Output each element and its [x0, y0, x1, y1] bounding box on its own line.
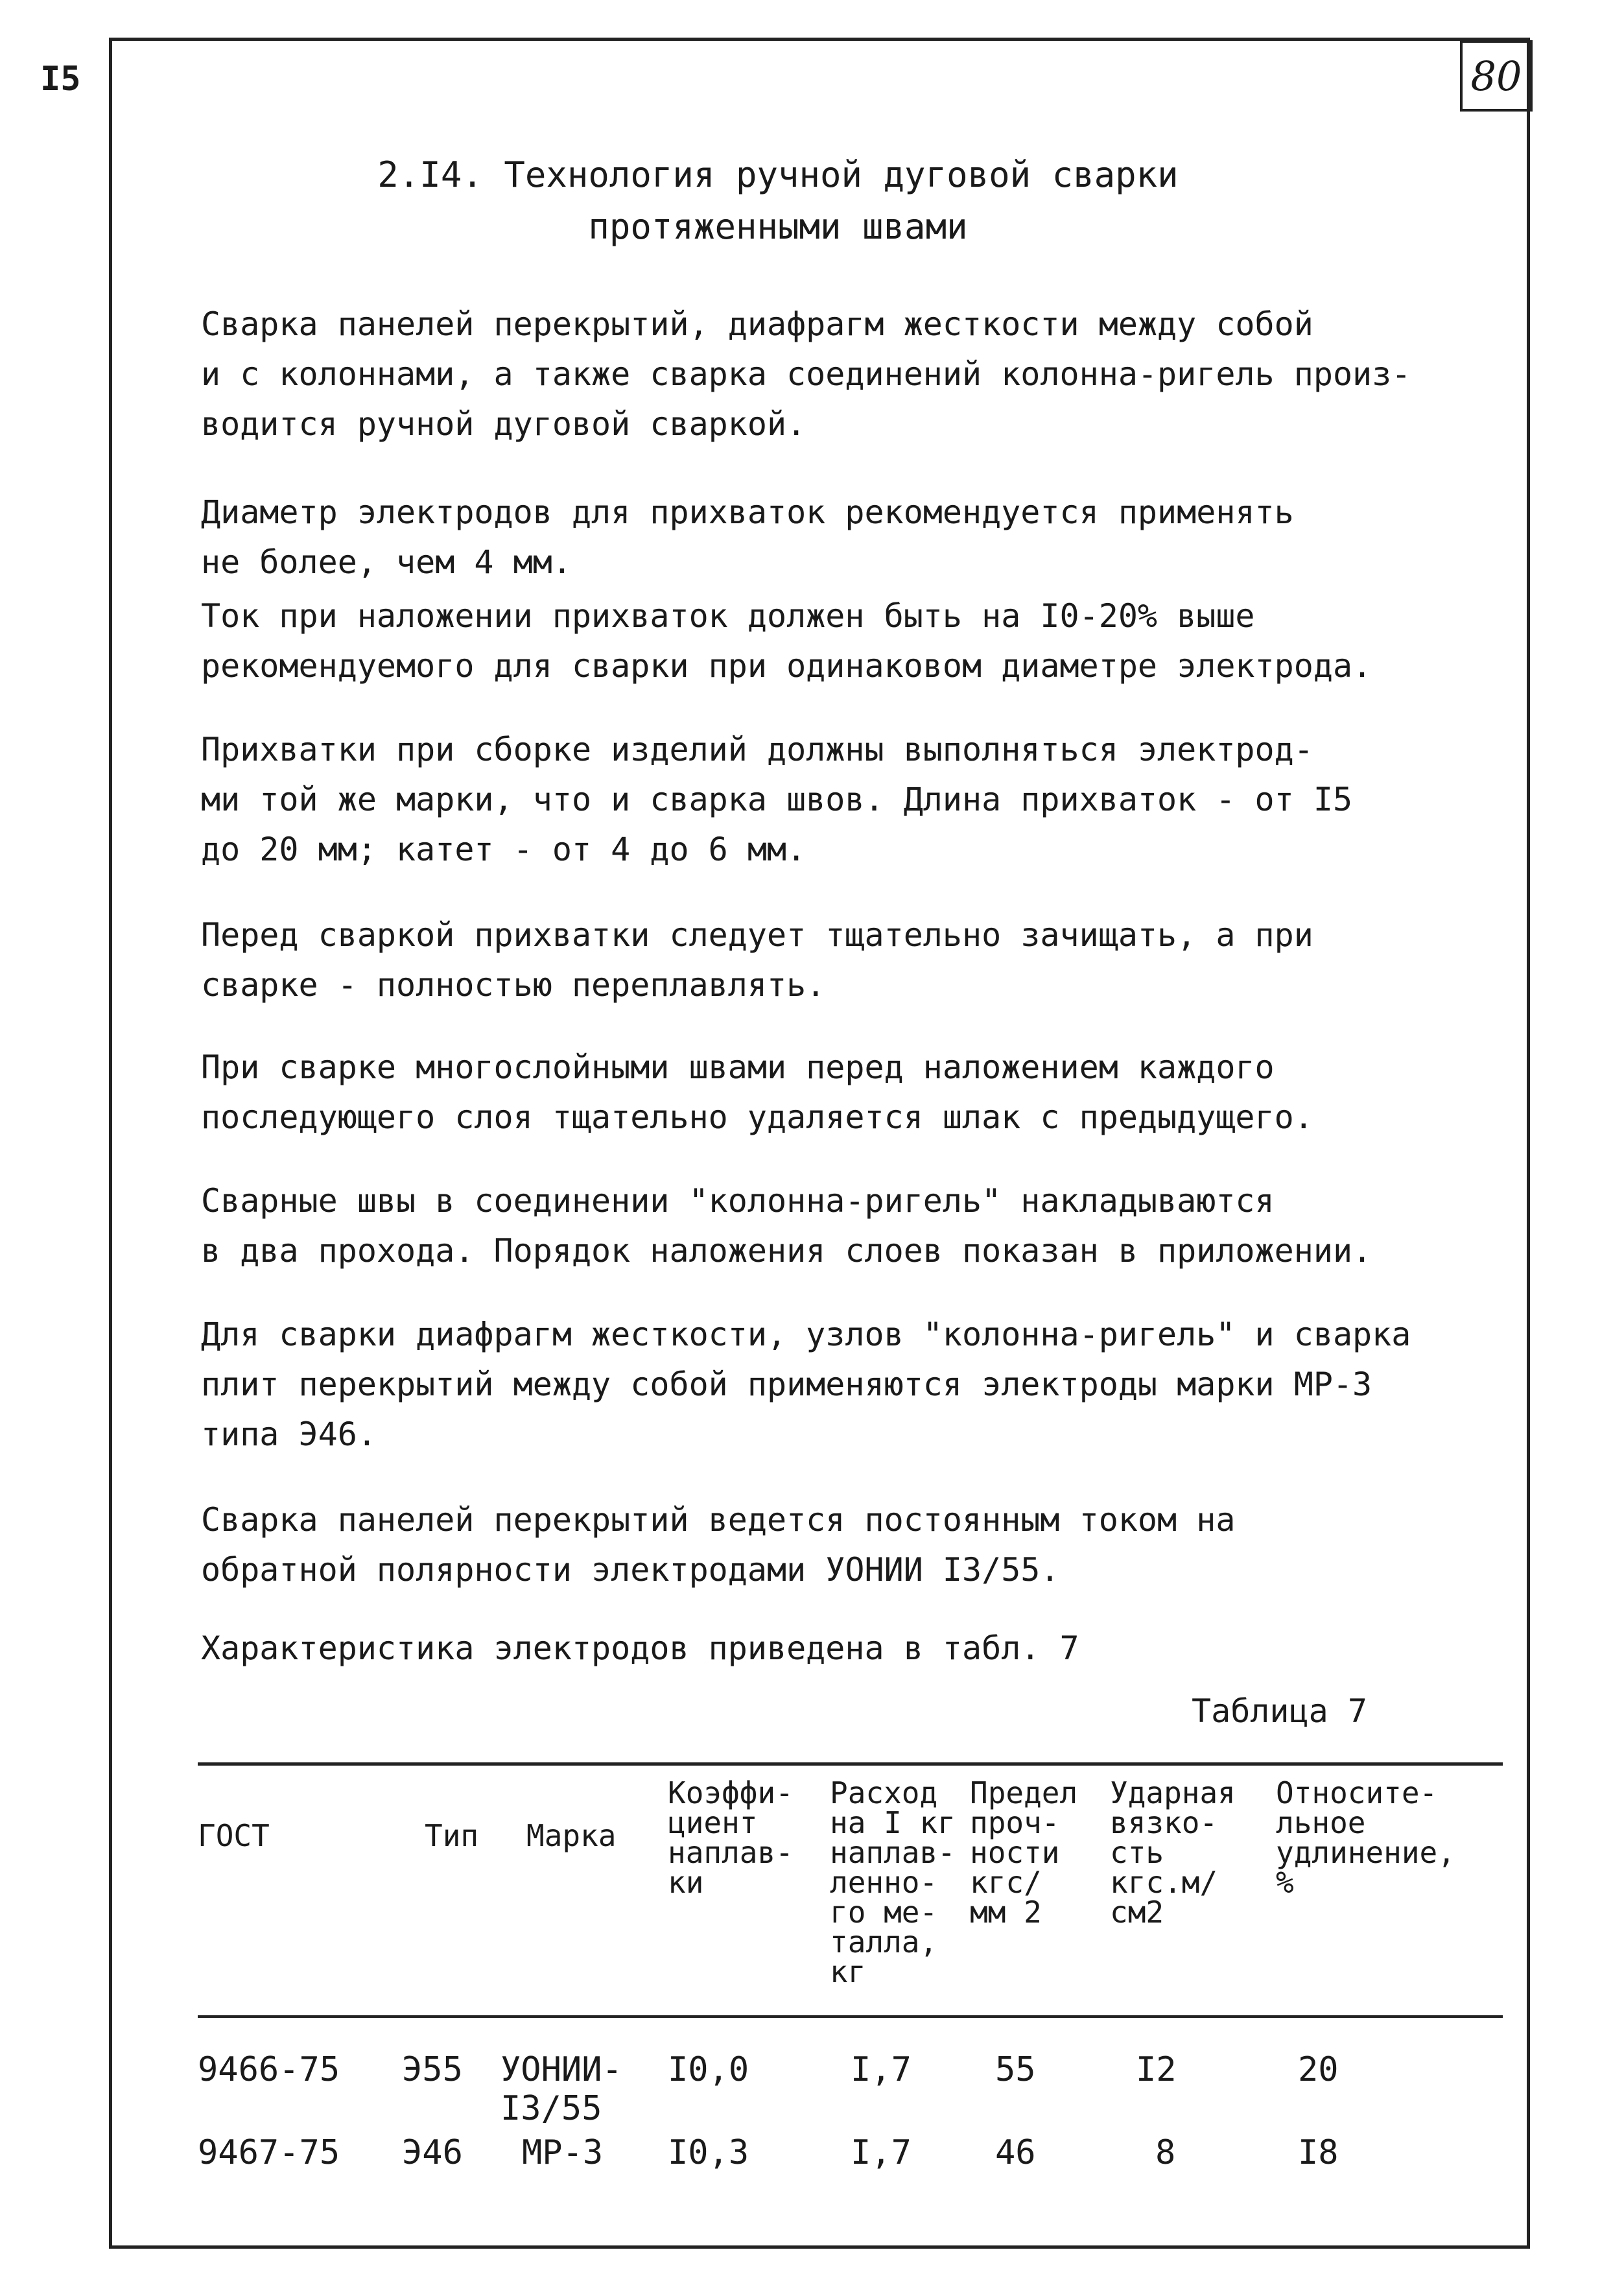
table-cell: УОНИИ- I3/55	[500, 2050, 622, 2128]
table-cell: I0,3	[668, 2133, 749, 2172]
table-cell: 9467-75	[198, 2133, 340, 2172]
table-header-tensile-strength: Предел проч- ности кгс/ мм 2	[970, 1775, 1078, 1930]
paragraph-electrode-diameter: Диаметр электродов для прихваток рекомендуется применять не более, чем 4 мм.	[201, 493, 1294, 581]
margin-page-number: I5	[40, 60, 81, 99]
paragraph-tack-cleaning: Перед сваркой прихватки следует тщательно зачищать, а при сварке - полностью переплавлять.	[201, 916, 1313, 1004]
table-cell: 8	[1155, 2133, 1176, 2172]
table-header-grade: Марка	[526, 1818, 617, 1853]
paragraph-electrode-grade: Для сварки диафрагм жесткости, узлов "колонна-ригель" и сварка плит перекрытий между собой применяются электроды марки МР-3 типа Э46.	[201, 1316, 1411, 1453]
table-cell: 20	[1298, 2050, 1339, 2089]
section-title: 2.I4. Технология ручной дуговой сварки	[377, 154, 1179, 195]
paragraph-table-reference: Характеристика электродов приведена в табл. 7	[201, 1629, 1079, 1667]
paragraph-dc-polarity: Сварка панелей перекрытий ведется постоянным током на обратной полярности электродами УОНИИ I3/55.	[201, 1501, 1236, 1589]
table-cell: 55	[995, 2050, 1036, 2089]
table-header-elongation: Относите- льное удлинение, %	[1276, 1775, 1455, 1900]
table-cell: I8	[1298, 2133, 1339, 2172]
table-header-type: Тип	[425, 1818, 479, 1853]
table-cell: МР-3	[522, 2133, 604, 2172]
table-cell: Э55	[402, 2050, 463, 2089]
table-header-deposition-coefficient: Коэффи- циент наплав- ки	[668, 1775, 794, 1900]
paragraph-two-passes: Сварные швы в соединении "колонна-ригель" накладываются в два прохода. Порядок наложения слоев показан в приложении.	[201, 1182, 1372, 1270]
table-cell: Э46	[402, 2133, 463, 2172]
table-header-consumption: Расход на I кг наплав- ленно- го ме- талла, кг	[830, 1775, 956, 1989]
table-cell: 46	[995, 2133, 1036, 2172]
table-cell: I,7	[851, 2133, 912, 2172]
table-caption: Таблица 7	[1192, 1692, 1367, 1730]
paragraph-tack-assembly: Прихватки при сборке изделий должны выполняться электрод- ми той же марки, что и сварка швов. Длина прихваток - от I5 до 20 мм; катет - от 4 до 6 мм.	[201, 731, 1353, 868]
table-top-rule	[198, 1762, 1503, 1766]
paragraph-tack-current: Ток при наложении прихваток должен быть на I0-20% выше рекомендуемого для сварки при одинаковом диаметре электрода.	[201, 597, 1372, 685]
paragraph-multilayer: При сварке многослойными швами перед наложением каждого последующего слоя тщательно удаляется шлак с предыдущего.	[201, 1048, 1313, 1136]
page-number-box: 80	[1460, 40, 1533, 112]
table-cell: I0,0	[668, 2050, 749, 2089]
table-header-impact-strength: Ударная вязко- сть кгс.м/ см2	[1110, 1775, 1236, 1930]
table-header-gost: ГОСТ	[198, 1818, 270, 1853]
paragraph-welding-scope: Сварка панелей перекрытий, диафрагм жесткости между собой и с колоннами, а также сварка соединений колонна-ригель произ- водится ручной дуговой сваркой.	[201, 305, 1411, 443]
table-cell: I2	[1136, 2050, 1177, 2089]
table-cell: 9466-75	[198, 2050, 340, 2089]
section-title-line2: протяженными швами	[588, 206, 968, 247]
table-cell: I,7	[851, 2050, 912, 2089]
table-header-rule	[198, 2015, 1503, 2018]
